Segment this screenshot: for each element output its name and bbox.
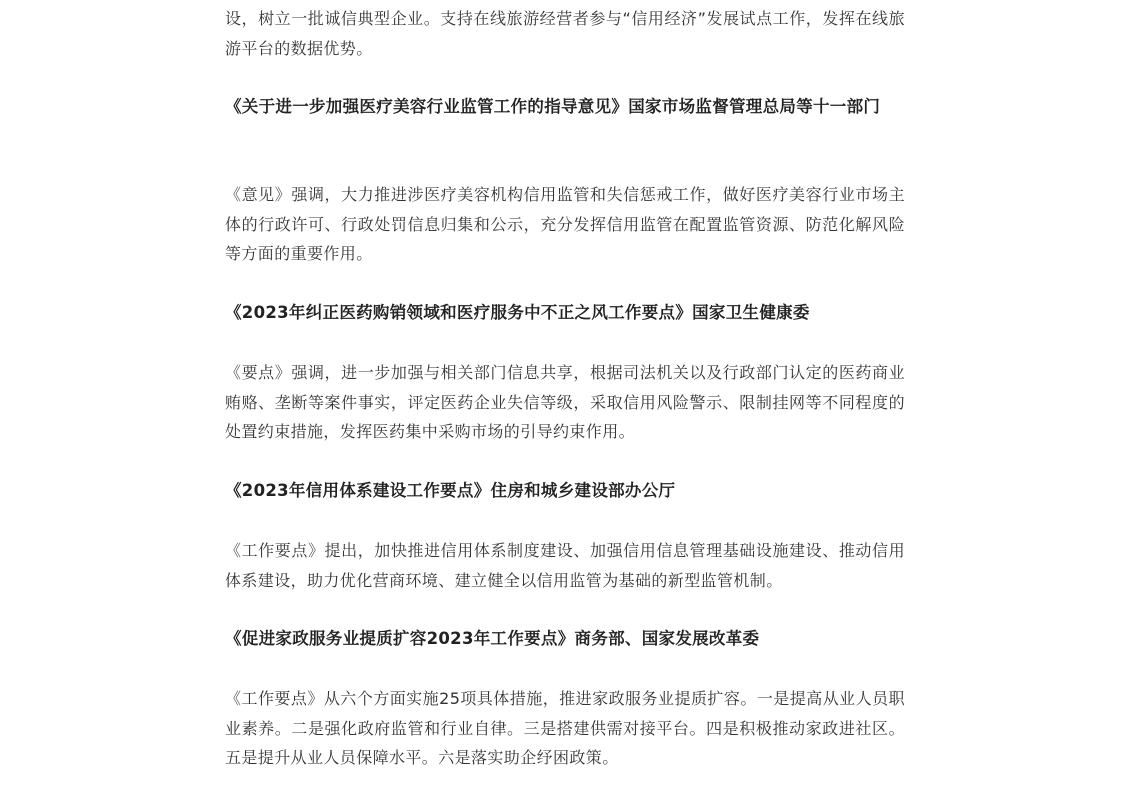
section-body-domestic-service: 《工作要点》从六个方面实施25项具体措施，推进家政服务业提质扩容。一是提高从业人员职业素养。二是强化政府监管和行业自律。三是搭建供需对接平台。四是积极推动家政进社区。五是提升从业人员保障水平。六是落实助企纾困政策。 <box>225 689 905 767</box>
section-body-medical-beauty: 《意见》强调，大力推进涉医疗美容机构信用监管和失信惩戒工作，做好医疗美容行业市场主体的行政许可、行政处罚信息归集和公示，充分发挥信用监管在配置监管资源、防范化解风险等方面的重要作用。 <box>225 185 905 263</box>
section-body-medicine-procurement: 《要点》强调，进一步加强与相关部门信息共享，根据司法机关以及行政部门认定的医药商业贿赂、垄断等案件事实，评定医药企业失信等级，采取信用风险警示、限制挂网等不同程度的处置约束措施，发挥医药集中采购市场的引导约束作用。 <box>225 363 905 441</box>
intro-paragraph: 设，树立一批诚信典型企业。支持在线旅游经营者参与“信用经济”发展试点工作，发挥在线旅游平台的数据优势。 <box>225 9 905 58</box>
section-heading-domestic-service: 《促进家政服务业提质扩容2023年工作要点》商务部、国家发展改革委 <box>225 629 760 648</box>
section-heading-medical-beauty: 《关于进一步加强医疗美容行业监管工作的指导意见》国家市场监督管理总局等十一部门 <box>225 97 881 116</box>
section-heading-housing-credit: 《2023年信用体系建设工作要点》住房和城乡建设部办公厅 <box>225 481 676 500</box>
section-heading-medicine-procurement: 《2023年纠正医药购销领域和医疗服务中不正之风工作要点》国家卫生健康委 <box>225 303 810 322</box>
section-body-housing-credit: 《工作要点》提出，加快推进信用体系制度建设、加强信用信息管理基础设施建设、推动信用体系建设，助力优化营商环境、建立健全以信用监管为基础的新型监管机制。 <box>225 541 905 590</box>
